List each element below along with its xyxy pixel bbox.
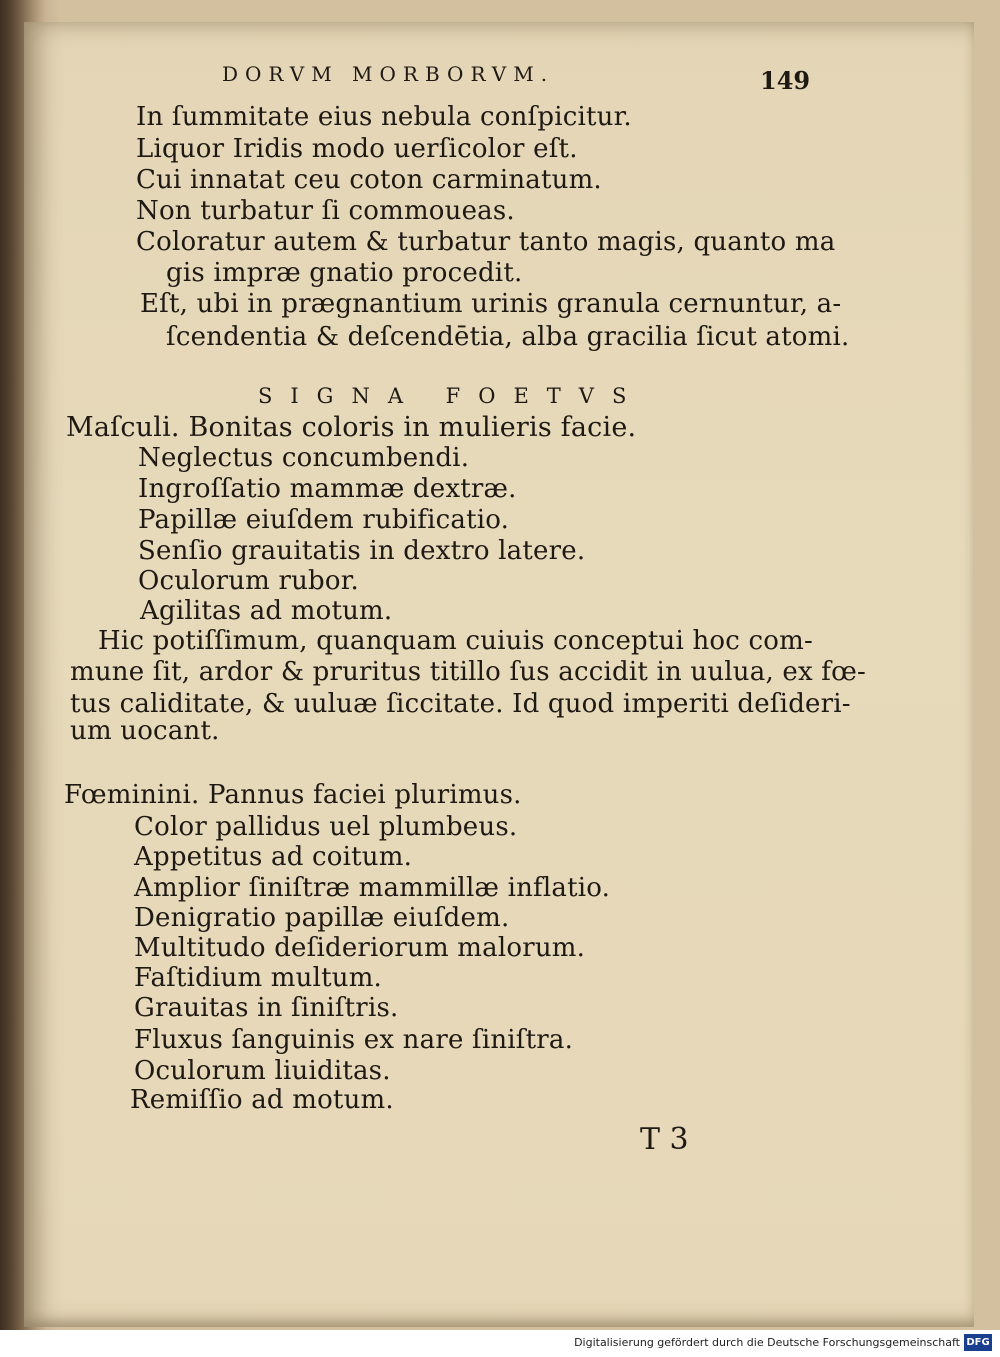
list-item: Denigratio papillæ eiuſdem. <box>134 903 510 933</box>
text-line: Coloratur autem & turbatur tanto magis, quanto ma <box>136 227 836 257</box>
list-item: Neglectus concumbendi. <box>138 443 470 473</box>
list-item: Oculorum liuiditas. <box>134 1056 391 1086</box>
text-line: ſcendentia & deſcendētia, alba gracilia ſicut atomi. <box>166 322 850 352</box>
text-line: Cui innatat ceu coton carminatum. <box>136 165 602 195</box>
list-item: Color pallidus uel plumbeus. <box>134 812 518 842</box>
list-item: Faſtidium multum. <box>134 963 383 993</box>
list-item: Remiſſio ad motum. <box>130 1085 394 1115</box>
list-item: Multitudo deſideriorum malorum. <box>134 933 586 963</box>
paragraph-line: Hic potiſſimum, quanquam cuiuis conceptui hoc com- <box>98 626 813 656</box>
paragraph-line: tus caliditate, & uuluæ ſiccitate. Id quod imperiti deſideri- <box>70 689 851 719</box>
text-line: Eſt, ubi in prægnantium urinis granula cernuntur, a- <box>140 289 842 319</box>
signature-mark: T 3 <box>640 1122 689 1157</box>
page-number: 149 <box>760 66 811 95</box>
list-item: Grauitas in ſiniſtris. <box>134 993 399 1023</box>
paragraph-line: mune ſit, ardor & pruritus titillo ſus accidit in uulua, ex fœ- <box>70 657 867 687</box>
text-line: Liquor Iridis modo uerſicolor eſt. <box>136 134 578 164</box>
masculi-first-line: Maſculi. Bonitas coloris in mulieris facie. <box>66 412 637 443</box>
list-item: Amplior ſiniſtræ mammillæ inflatio. <box>134 873 611 903</box>
footer-credit: Digitalisierung gefördert durch die Deutsche Forschungsgemeinschaft <box>574 1336 960 1349</box>
list-item: Appetitus ad coitum. <box>134 842 413 872</box>
foeminini-first-line: Fœminini. Pannus faciei plurimus. <box>64 780 522 810</box>
list-item: Senſio grauitatis in dextro latere. <box>138 536 586 566</box>
list-item: Agilitas ad motum. <box>140 596 393 626</box>
list-item: Fluxus ſanguinis ex nare ſiniſtra. <box>134 1025 574 1055</box>
list-item: Papillæ eiuſdem rubificatio. <box>138 505 510 535</box>
text-line: Non turbatur ſi commoueas. <box>136 196 515 226</box>
footer-bar <box>0 1330 1000 1357</box>
section-heading: SIGNA FOETVS <box>258 384 645 408</box>
list-item: Oculorum rubor. <box>138 566 359 596</box>
paragraph-line: um uocant. <box>70 716 220 746</box>
running-title: DORVM MORBORVM. <box>222 62 555 86</box>
dfg-logo-icon: DFG <box>964 1334 992 1351</box>
list-item: Ingroſſatio mammæ dextræ. <box>138 474 517 504</box>
text-line: In ſummitate eius nebula conſpicitur. <box>136 102 632 132</box>
text-line: gis impræ gnatio procedit. <box>166 258 523 288</box>
